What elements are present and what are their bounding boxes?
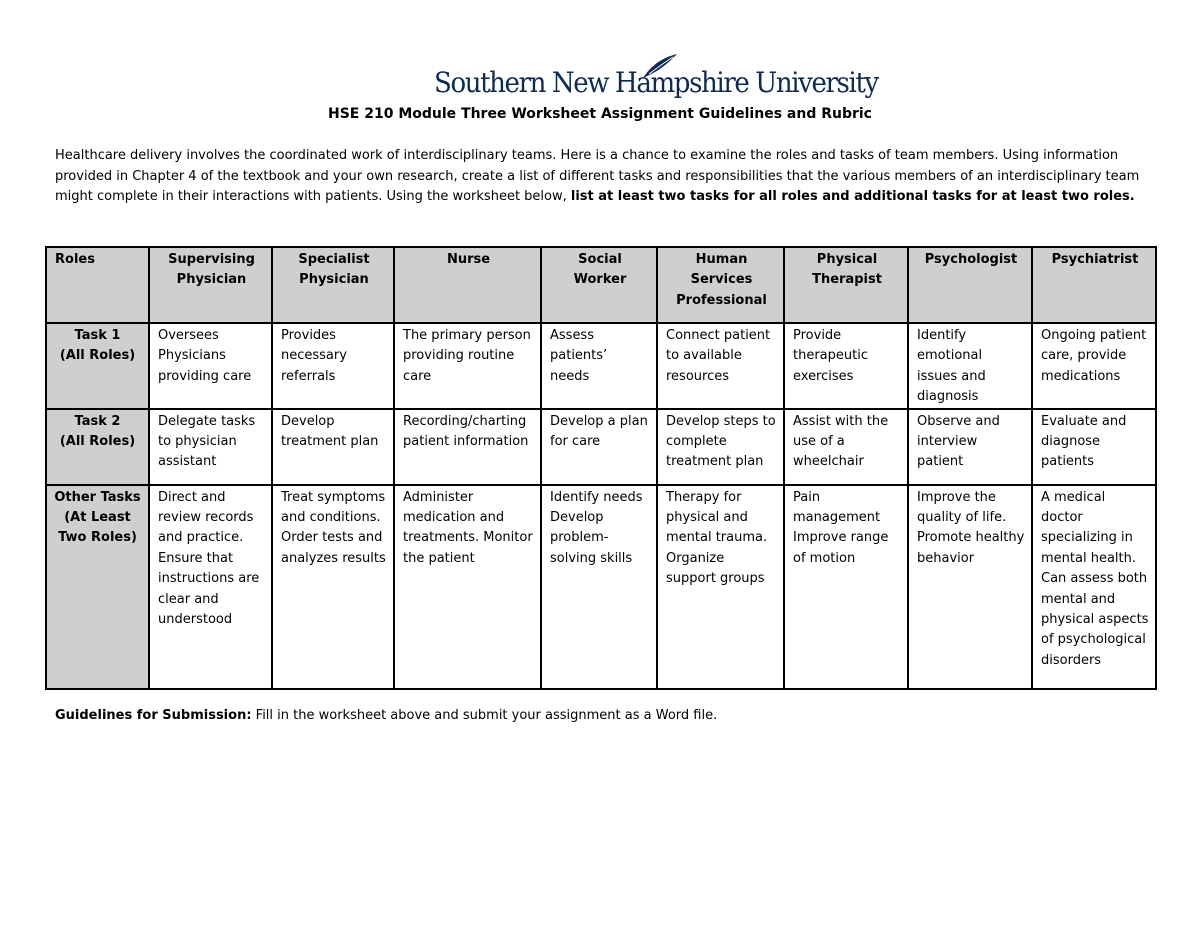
intro-paragraph [55,146,1155,208]
column-header: Specialist Physician [272,247,394,323]
table-cell: Assess patients’ needs [541,323,657,409]
table-cell: Connect patient to available resources [657,323,784,409]
table-cell: Improve the quality of life. Promote healthy behavior [908,485,1032,689]
worksheet-table [45,246,1157,690]
table-cell: Provide therapeutic exercises [784,323,908,409]
column-header: Psychologist [908,247,1032,323]
intro-bold-text: list at least two tasks for all roles and additional tasks for at least two roles. [570,189,1135,204]
table-row [46,485,1156,689]
table-cell: Develop steps to complete treatment plan [657,409,784,485]
table-cell: Observe and interview patient [908,409,1032,485]
table-cell: A medical doctor specializing in mental health. Can assess both mental and physical aspects of psychological disorders [1032,485,1156,689]
column-header: Nurse [394,247,541,323]
university-logo [434,52,878,102]
row-header: Task 1 (All Roles) [46,323,149,409]
table-cell: Ongoing patient care, provide medications [1032,323,1156,409]
table-cell: Therapy for physical and mental trauma. Organize support groups [657,485,784,689]
table-cell: Treat symptoms and conditions. Order tests and analyzes results [272,485,394,689]
submission-guidelines [55,708,717,723]
column-header: Supervising Physician [149,247,272,323]
table-cell: Direct and review records and practice. Ensure that instructions are clear and understood [149,485,272,689]
table-row [46,323,1156,409]
column-header: Roles [46,247,149,323]
table-cell: Oversees Physicians providing care [149,323,272,409]
table-row [46,409,1156,485]
page-title: HSE 210 Module Three Worksheet Assignment Guidelines and Rubric [328,106,872,122]
column-header: Physical Therapist [784,247,908,323]
table-cell: Identify emotional issues and diagnosis [908,323,1032,409]
table-cell: Develop a plan for care [541,409,657,485]
table-cell: Pain management Improve range of motion [784,485,908,689]
table-cell: Provides necessary referrals [272,323,394,409]
guidelines-text: Fill in the worksheet above and submit your assignment as a Word file. [251,708,718,723]
table-cell: Delegate tasks to physician assistant [149,409,272,485]
table-cell: Identify needs Develop problem-solving skills [541,485,657,689]
table-cell: The primary person providing routine care [394,323,541,409]
column-header: Social Worker [541,247,657,323]
table-cell: Assist with the use of a wheelchair [784,409,908,485]
row-header: Task 2 (All Roles) [46,409,149,485]
table-header-row [46,247,1156,323]
table-cell: Develop treatment plan [272,409,394,485]
guidelines-label: Guidelines for Submission: [55,708,252,723]
logo-text: Southern New Hampshire University [434,66,878,99]
row-header: Other Tasks (At Least Two Roles) [46,485,149,689]
column-header: Psychiatrist [1032,247,1156,323]
table-cell: Administer medication and treatments. Monitor the patient [394,485,541,689]
table-cell: Recording/charting patient information [394,409,541,485]
intro-text: Healthcare delivery involves the coordinated work of interdisciplinary teams. Here is a chance to examine the roles and tasks of team members. Using information provided in Chapter 4 of the textbook and your own research, create a list of different tasks and responsibilities that the various members of an interdisciplinary team might complete in their interactions with patients. Using the worksheet below, [55,148,1140,204]
table-cell: Evaluate and diagnose patients [1032,409,1156,485]
column-header: Human Services Professional [657,247,784,323]
